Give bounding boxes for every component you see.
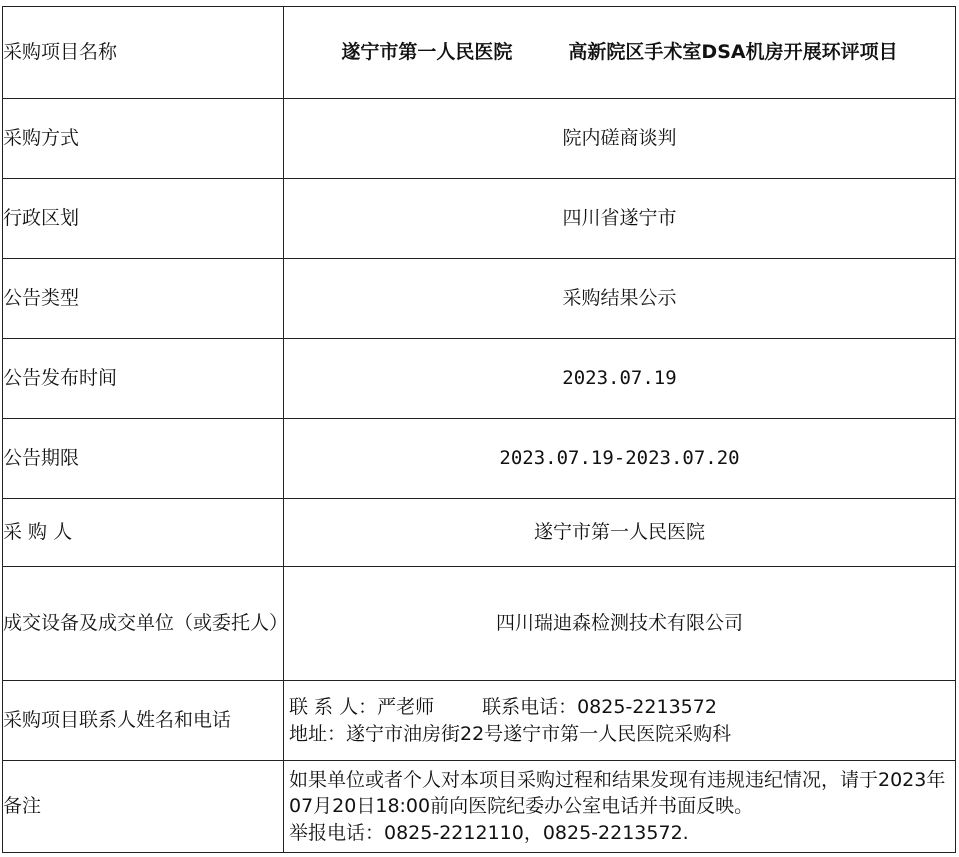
contact-label: 采购项目联系人姓名和电话 [3, 681, 284, 761]
purchaser-label: 采 购 人 [3, 499, 284, 567]
contact-address: 地址：遂宁市油房街22号遂宁市第一人民医院采购科 [289, 722, 732, 745]
procurement-result-table [2, 6, 956, 853]
purchaser-value: 遂宁市第一人民医院 [284, 499, 956, 567]
remarks-label: 备注 [3, 761, 284, 853]
region-value: 四川省遂宁市 [284, 179, 956, 259]
remarks-value [284, 761, 956, 853]
contact-phone: 联系电话：0825-2213572 [482, 695, 717, 718]
row-notice-type [3, 259, 956, 339]
row-purchaser [3, 499, 956, 567]
row-winner [3, 567, 956, 681]
row-publish-time [3, 339, 956, 419]
winner-label: 成交设备及成交单位（或委托人） [3, 567, 284, 681]
notice-type-value: 采购结果公示 [284, 259, 956, 339]
method-value: 院内磋商谈判 [284, 99, 956, 179]
method-label: 采购方式 [3, 99, 284, 179]
row-region [3, 179, 956, 259]
project-name-label: 采购项目名称 [3, 7, 284, 99]
remarks-line-2: 举报电话：0825-2212110，0825-2213572. [289, 821, 689, 844]
row-project-name [3, 7, 956, 99]
notice-type-label: 公告类型 [3, 259, 284, 339]
project-name-part2: 高新院区手术室DSA机房开展环评项目 [568, 41, 898, 64]
publish-time-value: 2023.07.19 [284, 339, 956, 419]
region-label: 行政区划 [3, 179, 284, 259]
contact-person: 联 系 人：严老师 [289, 695, 435, 718]
winner-value: 四川瑞迪森检测技术有限公司 [284, 567, 956, 681]
row-period [3, 419, 956, 499]
period-label: 公告期限 [3, 419, 284, 499]
row-remarks [3, 761, 956, 853]
project-name-value [284, 7, 956, 99]
remarks-line-1: 如果单位或者个人对本项目采购过程和结果发现有违规违纪情况，请于2023年07月20日18:00前向医院纪委办公室电话并书面反映。 [289, 768, 946, 818]
contact-value [284, 681, 956, 761]
row-contact [3, 681, 956, 761]
publish-time-label: 公告发布时间 [3, 339, 284, 419]
period-value: 2023.07.19-2023.07.20 [284, 419, 956, 499]
project-name-part1: 遂宁市第一人民医院 [341, 41, 513, 64]
contact-line-1 [289, 694, 955, 721]
row-method [3, 99, 956, 179]
